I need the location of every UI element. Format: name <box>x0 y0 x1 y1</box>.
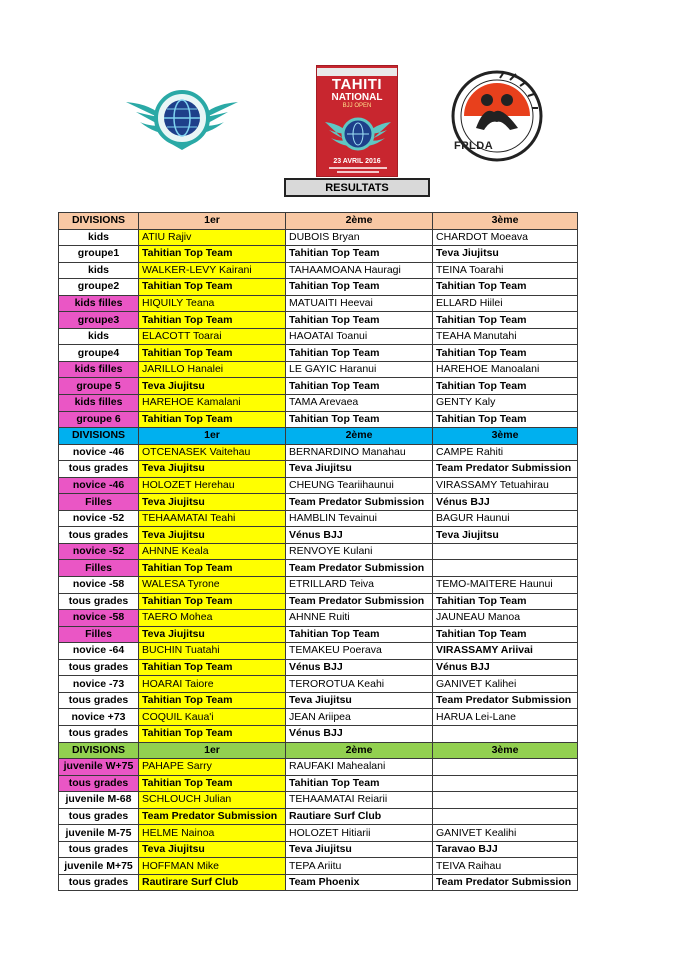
event-poster <box>316 65 398 177</box>
header-third-place: 3ème <box>433 213 578 230</box>
second-place-name: TEROROTUA Keahi <box>286 676 433 693</box>
result-row-team <box>59 378 578 395</box>
header-divisions: DIVISIONS <box>59 742 139 759</box>
division-cell: novice +73 <box>59 709 139 726</box>
first-place-team: Team Predator Submission <box>139 808 286 825</box>
result-row-team <box>59 461 578 478</box>
third-place-team: Vénus BJJ <box>433 659 578 676</box>
division-cell: groupe4 <box>59 345 139 362</box>
second-place-team: Team Predator Submission <box>286 560 433 577</box>
first-place-team: Tahitian Top Team <box>139 312 286 329</box>
result-row-team <box>59 874 578 891</box>
first-place-name: ELACOTT Toarai <box>139 328 286 345</box>
header-third-place: 3ème <box>433 428 578 445</box>
first-place-team: Teva Jiujitsu <box>139 461 286 478</box>
second-place-name: CHEUNG Teariihaunui <box>286 477 433 494</box>
second-place-team: Tahitian Top Team <box>286 626 433 643</box>
header-first-place: 1er <box>139 742 286 759</box>
first-place-name: HOLOZET Herehau <box>139 477 286 494</box>
header-second-place: 2ème <box>286 428 433 445</box>
division-cell: novice -52 <box>59 510 139 527</box>
division-cell: novice -58 <box>59 577 139 594</box>
division-cell: tous grades <box>59 775 139 792</box>
result-row-name <box>59 295 578 312</box>
second-place-name: ETRILLARD Teiva <box>286 577 433 594</box>
division-cell: juvenile M+75 <box>59 858 139 875</box>
second-place-team: Vénus BJJ <box>286 659 433 676</box>
third-place-team: Tahitian Top Team <box>433 626 578 643</box>
poster-header-strip <box>317 68 397 76</box>
division-cell: novice -64 <box>59 643 139 660</box>
third-place-team: Tahitian Top Team <box>433 345 578 362</box>
first-place-name: HIQUILY Teana <box>139 295 286 312</box>
header-divisions: DIVISIONS <box>59 213 139 230</box>
first-place-name: PAHAPE Sarry <box>139 759 286 776</box>
second-place-name: DUBOIS Bryan <box>286 229 433 246</box>
second-place-team: Tahitian Top Team <box>286 279 433 296</box>
second-place-name: TAHAAMOANA Hauragi <box>286 262 433 279</box>
division-cell: Filles <box>59 626 139 643</box>
third-place-name: CAMPE Rahiti <box>433 444 578 461</box>
division-cell: novice -46 <box>59 444 139 461</box>
division-cell: tous grades <box>59 461 139 478</box>
results-table <box>58 212 578 891</box>
results-title: RESULTATS <box>284 178 430 197</box>
third-place-team: Teva Jiujitsu <box>433 246 578 263</box>
result-row-team <box>59 626 578 643</box>
third-place-name <box>433 543 578 560</box>
result-row-team <box>59 279 578 296</box>
second-place-team: Teva Jiujitsu <box>286 692 433 709</box>
result-row-name <box>59 792 578 809</box>
division-cell: groupe 5 <box>59 378 139 395</box>
division-cell: tous grades <box>59 725 139 742</box>
second-place-name: MATUAITI Heevai <box>286 295 433 312</box>
division-cell: Filles <box>59 494 139 511</box>
result-row-team <box>59 411 578 428</box>
third-place-team <box>433 560 578 577</box>
third-place-team: Team Predator Submission <box>433 461 578 478</box>
header-second-place: 2ème <box>286 742 433 759</box>
division-cell: Filles <box>59 560 139 577</box>
division-cell: tous grades <box>59 874 139 891</box>
federation-wrestling-emblem-icon <box>444 66 550 172</box>
first-place-name: BUCHIN Tuatahi <box>139 643 286 660</box>
first-place-name: JARILLO Hanalei <box>139 361 286 378</box>
third-place-team: Taravao BJJ <box>433 841 578 858</box>
result-row-name <box>59 825 578 842</box>
third-place-team <box>433 775 578 792</box>
result-row-team <box>59 527 578 544</box>
third-place-name: ELLARD Hiilei <box>433 295 578 312</box>
result-row-name <box>59 395 578 412</box>
second-place-name: TAMA Arevaea <box>286 395 433 412</box>
header-first-place: 1er <box>139 213 286 230</box>
poster-event: BJJ OPEN <box>342 103 372 109</box>
third-place-name: TEINA Toarahi <box>433 262 578 279</box>
second-place-name: TEPA Ariitu <box>286 858 433 875</box>
third-place-name: TEMO-MAITERE Haunui <box>433 577 578 594</box>
second-place-team: Team Predator Submission <box>286 593 433 610</box>
division-cell: juvenile M-75 <box>59 825 139 842</box>
third-place-name: GENTY Kaly <box>433 395 578 412</box>
result-row-name <box>59 858 578 875</box>
first-place-team: Tahitian Top Team <box>139 725 286 742</box>
result-row-team <box>59 692 578 709</box>
third-place-name: VIRASSAMY Tetuahirau <box>433 477 578 494</box>
third-place-team: Tahitian Top Team <box>433 312 578 329</box>
second-place-team: Vénus BJJ <box>286 725 433 742</box>
third-place-name: JAUNEAU Manoa <box>433 610 578 627</box>
division-cell: novice -46 <box>59 477 139 494</box>
first-place-name: TEHAAMATAI Teahi <box>139 510 286 527</box>
second-place-name: RENVOYE Kulani <box>286 543 433 560</box>
division-cell: juvenile W+75 <box>59 759 139 776</box>
result-row-team <box>59 659 578 676</box>
third-place-name <box>433 759 578 776</box>
header-divisions: DIVISIONS <box>59 428 139 445</box>
first-place-name: TAERO Mohea <box>139 610 286 627</box>
second-place-name: BERNARDINO Manahau <box>286 444 433 461</box>
third-place-name: TEIVA Raihau <box>433 858 578 875</box>
result-row-team <box>59 775 578 792</box>
first-place-team: Teva Jiujitsu <box>139 626 286 643</box>
header-first-place: 1er <box>139 428 286 445</box>
third-place-name: BAGUR Haunui <box>433 510 578 527</box>
poster-date: 23 AVRIL 2016 <box>333 158 381 165</box>
second-place-name: HOLOZET Hitiarii <box>286 825 433 842</box>
division-cell: tous grades <box>59 527 139 544</box>
result-row-team <box>59 593 578 610</box>
third-place-name: HARUA Lei-Lane <box>433 709 578 726</box>
third-place-name <box>433 792 578 809</box>
logos-banner <box>0 60 679 180</box>
result-row-name <box>59 643 578 660</box>
division-cell: novice -73 <box>59 676 139 693</box>
first-place-name: HOFFMAN Mike <box>139 858 286 875</box>
division-cell: groupe1 <box>59 246 139 263</box>
second-place-name: LE GAYIC Haranui <box>286 361 433 378</box>
second-place-team: Vénus BJJ <box>286 527 433 544</box>
federation-logo <box>444 66 550 172</box>
third-place-team: Vénus BJJ <box>433 494 578 511</box>
second-place-name: HAOATAI Toanui <box>286 328 433 345</box>
globe-wings-emblem-icon <box>122 82 242 154</box>
division-cell: novice -52 <box>59 543 139 560</box>
first-place-team: Teva Jiujitsu <box>139 494 286 511</box>
first-place-team: Tahitian Top Team <box>139 775 286 792</box>
result-row-team <box>59 560 578 577</box>
third-place-team <box>433 725 578 742</box>
division-cell: novice -58 <box>59 610 139 627</box>
result-row-name <box>59 676 578 693</box>
third-place-name: GANIVET Kalihei <box>433 676 578 693</box>
third-place-name: TEAHA Manutahi <box>433 328 578 345</box>
division-cell: tous grades <box>59 659 139 676</box>
division-cell: kids filles <box>59 395 139 412</box>
first-place-name: HELME Nainoa <box>139 825 286 842</box>
header-third-place: 3ème <box>433 742 578 759</box>
result-row-name <box>59 759 578 776</box>
third-place-team: Tahitian Top Team <box>433 411 578 428</box>
first-place-team: Tahitian Top Team <box>139 411 286 428</box>
poster-emblem-icon <box>323 112 393 154</box>
first-place-team: Tahitian Top Team <box>139 659 286 676</box>
first-place-team: Tahitian Top Team <box>139 692 286 709</box>
division-cell: tous grades <box>59 593 139 610</box>
result-row-name <box>59 510 578 527</box>
federation-label: FPLDA <box>454 140 494 152</box>
second-place-team: Tahitian Top Team <box>286 246 433 263</box>
second-place-name: TEMAKEU Poerava <box>286 643 433 660</box>
result-row-team <box>59 725 578 742</box>
poster-subtitle: NATIONAL <box>331 92 383 103</box>
result-row-name <box>59 262 578 279</box>
division-cell: kids filles <box>59 361 139 378</box>
division-cell: kids <box>59 262 139 279</box>
division-cell: kids <box>59 229 139 246</box>
second-place-team: Tahitian Top Team <box>286 775 433 792</box>
result-row-team <box>59 494 578 511</box>
first-place-name: HAREHOE Kamalani <box>139 395 286 412</box>
first-place-team: Tahitian Top Team <box>139 279 286 296</box>
third-place-name: VIRASSAMY Ariivai <box>433 643 578 660</box>
result-row-name <box>59 229 578 246</box>
section-header-row <box>59 213 578 230</box>
second-place-team: Tahitian Top Team <box>286 411 433 428</box>
first-place-team: Teva Jiujitsu <box>139 378 286 395</box>
third-place-team: Team Predator Submission <box>433 874 578 891</box>
first-place-name: AHNNE Keala <box>139 543 286 560</box>
result-row-team <box>59 808 578 825</box>
result-row-name <box>59 444 578 461</box>
first-place-name: SCHLOUCH Julian <box>139 792 286 809</box>
second-place-team: Tahitian Top Team <box>286 378 433 395</box>
first-place-team: Tahitian Top Team <box>139 593 286 610</box>
third-place-team: Tahitian Top Team <box>433 593 578 610</box>
first-place-team: Rautirare Surf Club <box>139 874 286 891</box>
division-cell: kids filles <box>59 295 139 312</box>
first-place-name: ATIU Rajiv <box>139 229 286 246</box>
result-row-name <box>59 477 578 494</box>
third-place-team: Tahitian Top Team <box>433 378 578 395</box>
result-row-name <box>59 328 578 345</box>
third-place-team: Team Predator Submission <box>433 692 578 709</box>
first-place-team: Teva Jiujitsu <box>139 527 286 544</box>
second-place-team: Teva Jiujitsu <box>286 841 433 858</box>
result-row-team <box>59 841 578 858</box>
result-row-team <box>59 246 578 263</box>
division-cell: tous grades <box>59 841 139 858</box>
second-place-team: Rautiare Surf Club <box>286 808 433 825</box>
first-place-name: COQUIL Kaua'i <box>139 709 286 726</box>
second-place-team: Tahitian Top Team <box>286 312 433 329</box>
division-cell: groupe 6 <box>59 411 139 428</box>
first-place-name: OTCENASEK Vaitehau <box>139 444 286 461</box>
second-place-name: AHNNE Ruiti <box>286 610 433 627</box>
poster-fineprint <box>337 171 379 173</box>
result-row-team <box>59 345 578 362</box>
result-row-name <box>59 361 578 378</box>
header-second-place: 2ème <box>286 213 433 230</box>
second-place-team: Team Predator Submission <box>286 494 433 511</box>
division-cell: tous grades <box>59 808 139 825</box>
third-place-name: GANIVET Kealihi <box>433 825 578 842</box>
first-place-team: Tahitian Top Team <box>139 345 286 362</box>
first-place-team: Tahitian Top Team <box>139 560 286 577</box>
second-place-name: RAUFAKI Mahealani <box>286 759 433 776</box>
division-cell: tous grades <box>59 692 139 709</box>
third-place-team <box>433 808 578 825</box>
third-place-team: Teva Jiujitsu <box>433 527 578 544</box>
result-row-name <box>59 610 578 627</box>
section-header-row <box>59 742 578 759</box>
division-cell: kids <box>59 328 139 345</box>
second-place-team: Tahitian Top Team <box>286 345 433 362</box>
first-place-team: Tahitian Top Team <box>139 246 286 263</box>
results-table-body <box>59 213 578 891</box>
section-header-row <box>59 428 578 445</box>
third-place-name: CHARDOT Moeava <box>433 229 578 246</box>
first-place-name: WALKER-LEVY Kairani <box>139 262 286 279</box>
poster-title: TAHITI <box>331 76 383 93</box>
first-place-team: Teva Jiujitsu <box>139 841 286 858</box>
division-cell: juvenile M-68 <box>59 792 139 809</box>
division-cell: groupe2 <box>59 279 139 296</box>
second-place-name: TEHAAMATAI Reiarii <box>286 792 433 809</box>
second-place-team: Teva Jiujitsu <box>286 461 433 478</box>
first-place-name: HOARAI Taiore <box>139 676 286 693</box>
result-row-team <box>59 312 578 329</box>
poster-fineprint <box>329 167 387 169</box>
result-row-name <box>59 709 578 726</box>
second-place-team: Team Phoenix <box>286 874 433 891</box>
result-row-name <box>59 543 578 560</box>
second-place-name: JEAN Ariipea <box>286 709 433 726</box>
first-place-name: WALESA Tyrone <box>139 577 286 594</box>
second-place-name: HAMBLIN Tevainui <box>286 510 433 527</box>
division-cell: groupe3 <box>59 312 139 329</box>
result-row-name <box>59 577 578 594</box>
third-place-name: HAREHOE Manoalani <box>433 361 578 378</box>
third-place-team: Tahitian Top Team <box>433 279 578 296</box>
